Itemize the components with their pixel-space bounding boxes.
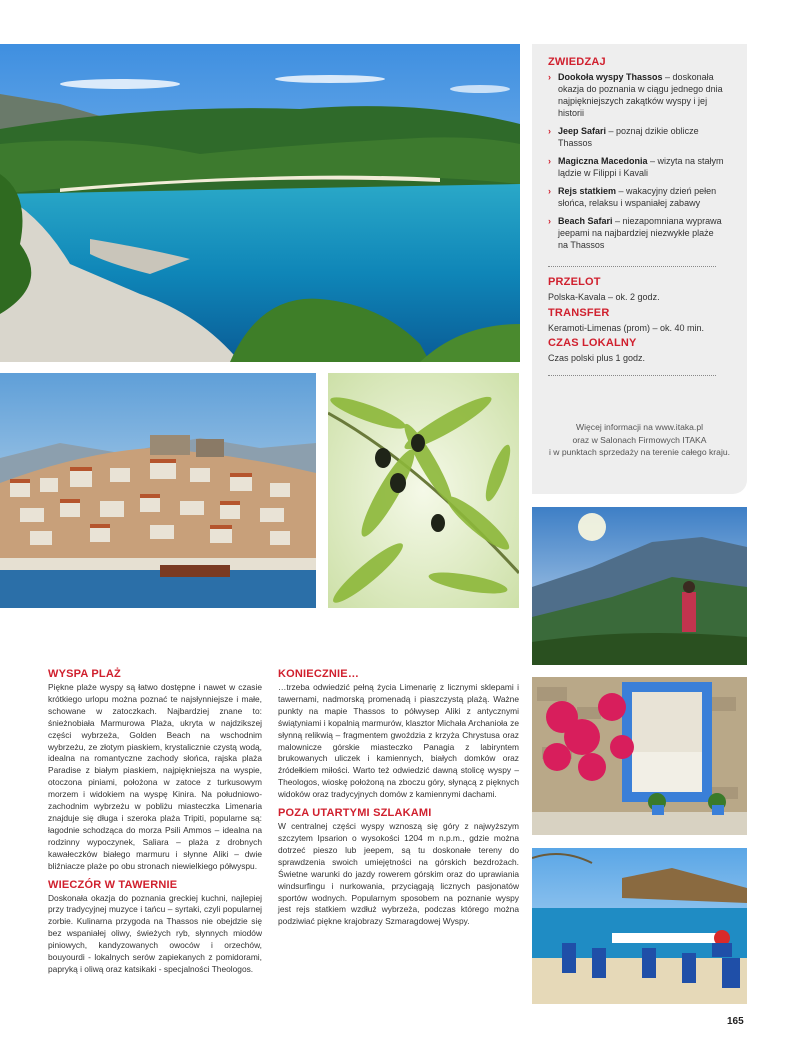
section-text: Piękne plaże wyspy są łatwo dostępne i nawet w czasie krótkiego urlopu można poznać te najsłynniejsze i małe, schowane w zatoczkach. Najbardziej znane to: śnieżnobiała Marmurowa Plaża, ukryta w najdzikszej części wybrzeża, Golden Beach na wschodnim wybrzeżu, ze złotym piaskiem, krystalicznie czystą wodą, idealna na romantyczne zachody słońca, rajska plaża Paradise z białym piaskiem, najpiękniejsza na wyspie, otoczona piniami, położona w zatoce z turkusowym morzem i widokiem na wyspę Kinira. Na południowo-zachodnim wybrzeżu w pobliżu miasteczka Limenaria znajduje się długa i szeroka plaża Tripiti, popularne są: łagodnie schodząca do morza Psili Ammos – idealna na rodzinny wypoczynek, Saliara – plaża z drobnych kawałeczków białego marmuru i słynne Aliki – dwie bliźniacze plaże po obu stronach niewielkiego półwyspu. — [48, 682, 262, 871]
czas-text: Czas polski plus 1 godz. — [548, 353, 646, 363]
stone-house-bougainvillea-photo — [532, 677, 747, 835]
column-left — [48, 668, 262, 976]
more-info-line: i w punktach sprzedaży na terenie całego kraju. — [548, 447, 731, 457]
excursion-list — [548, 71, 726, 257]
zwiedzaj-heading: ZWIEDZAJ — [548, 56, 606, 68]
hiker-mountains-photo — [532, 507, 747, 665]
chevron-right-icon: › — [548, 156, 551, 166]
chevron-right-icon: › — [548, 72, 551, 82]
list-item: › Jeep Safari – poznaj dzikie oblicze Thassos — [548, 126, 699, 148]
transfer-text: Keramoti-Limenas (prom) – ok. 40 min. — [548, 323, 705, 333]
chevron-right-icon: › — [548, 186, 551, 196]
przelot-text: Polska-Kavala – ok. 2 godz. — [548, 292, 660, 302]
section-heading: WIECZÓR W TAWERNIE — [48, 878, 178, 891]
more-info — [532, 421, 747, 459]
divider — [548, 375, 716, 376]
czas-heading: CZAS LOKALNY — [548, 337, 637, 349]
section-heading: KONIECZNIE… — [278, 668, 360, 680]
divider — [548, 266, 716, 267]
list-item: › Beach Safari – niezapomniana wyprawa jeepami na najbardziej niezwykłe plaże na Thassos — [548, 216, 722, 250]
chevron-right-icon: › — [548, 126, 551, 136]
bay-photo — [0, 44, 520, 362]
page-number: 165 — [727, 1016, 744, 1027]
section-text: W centralnej części wyspy wznoszą się góry z najwyższym szczytem Ipsarion o wysokości 1204 m n.p.m., gdzie można dotrzeć pieszo lub jeepem, są tu doskonałe tereny do sprawdzenia swoich umiejętności na górskich bezdrożach. Świetne warunki do jazdy rowerem górskim oraz do uprawiania windsurfingu i nurkowania, przyciągają licznych pasjonatów sportów wodnych. Popularnym sposobem na poznanie wyspy jest rejs statkiem wzdłuż wybrzeża, podczas którego można podziwiać piękne krajobrazy Szmaragdowej Wyspy. — [278, 821, 519, 927]
section-heading: POZA UTARTYMI SZLAKAMI — [278, 807, 432, 820]
more-info-line: oraz w Salonach Firmowych ITAKA — [572, 434, 707, 445]
chevron-right-icon: › — [548, 216, 551, 226]
przelot-heading: PRZELOT — [548, 276, 601, 288]
section-heading: WYSPA PLAŻ — [48, 668, 121, 680]
column-right — [278, 668, 519, 928]
transfer-heading: TRANSFER — [548, 307, 610, 319]
olive-branch-photo — [328, 373, 519, 608]
town-photo — [0, 373, 316, 608]
info-panel — [532, 44, 747, 494]
list-item: › Magiczna Macedonia – wizyta na stałym lądzie w Filippi i Kavali — [548, 156, 724, 178]
taverna-beach-photo — [532, 848, 747, 1004]
list-item: › Dookoła wyspy Thassos – doskonała okazja do poznania w ciągu jednego dnia najpiękniejszych zakątków wyspy i jej historii — [548, 72, 723, 118]
list-item: › Rejs statkiem – wakacyjny dzień pełen słońca, relaksu i wspaniałej zabawy — [548, 186, 717, 208]
section-text: …trzeba odwiedzić pełną życia Limenarię z licznymi sklepami i tawernami, nadmorską promenadą i piaszczystą plażą. Ważne punkty na mapie Thassos to półwysep Aliki z antycznymi świątyniami i kopalnią marmurów, klasztor Michała Archanioła ze słynną relikwią – fragmentem gwoździa z krzyża Chrystusa oraz malownicze górskie miasteczko Panagia z labiryntem brukowanych uliczek i kamiennych, białych domków oraz źródełkiem miłości. Warto też odwiedzić dawną stolicę wyspy – Theologos, wioskę położoną na zboczu góry, słynącą z pięknych widoków oraz tradycyjnych domów z kamiennymi dachami. — [278, 682, 519, 800]
section-text: Doskonała okazja do poznania greckiej kuchni, najlepiej przy tradycyjnej muzyce i tańcu – syrtaki, czyli popularnej zorbie. Kulinarna przygoda na Thassos nie obejdzie się bez wspaniałej oliwy, świeżych ryb, słynnych miodów piniowych, kandyzowanych owoców i orzechów, bouyourdi - lokalnych serów zapiekanych z pomidorami, papryką i oliwą oraz katsikaki - specjalności Theologos. — [48, 892, 262, 974]
more-info-line: Więcej informacji na www.itaka.pl — [575, 422, 704, 432]
